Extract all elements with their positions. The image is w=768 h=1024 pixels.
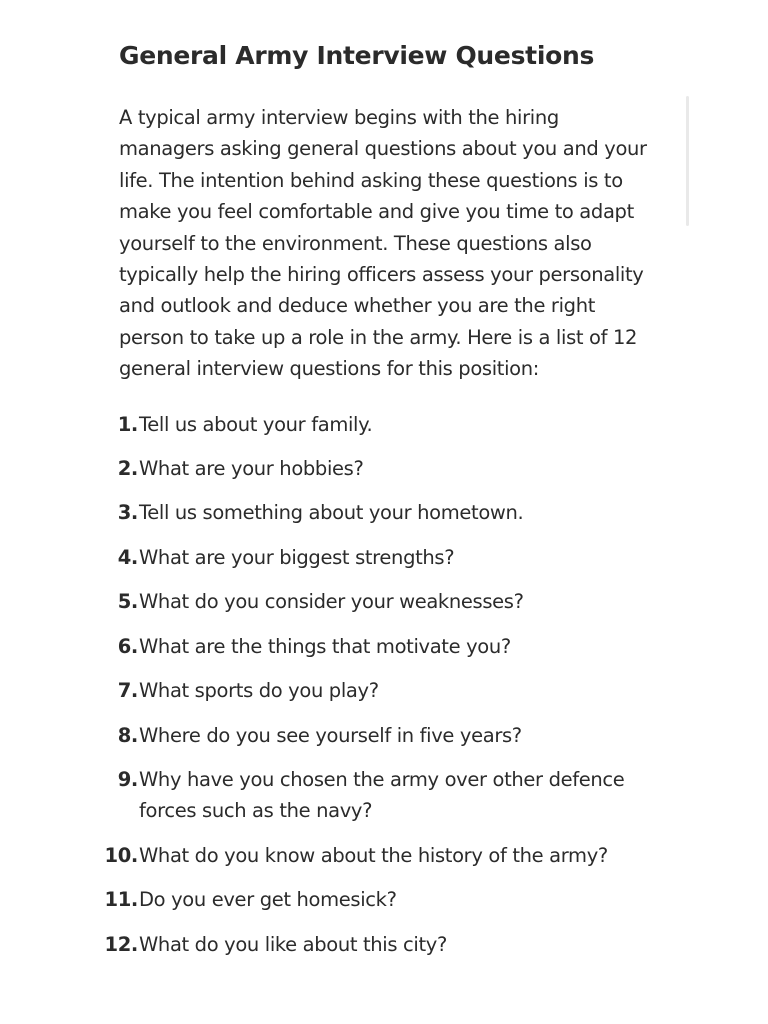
question-text: What are your biggest strengths? bbox=[139, 545, 455, 569]
question-number: 12. bbox=[104, 932, 138, 956]
article bbox=[104, 38, 664, 973]
question-number: 11. bbox=[104, 888, 138, 912]
question-item bbox=[104, 884, 664, 915]
question-item bbox=[119, 764, 664, 827]
question-text: What do you like about this city? bbox=[139, 932, 447, 956]
question-number: 4. bbox=[117, 545, 138, 569]
question-item bbox=[119, 631, 664, 662]
question-number: 10. bbox=[104, 843, 138, 867]
question-item bbox=[119, 586, 664, 617]
question-item bbox=[104, 840, 664, 871]
question-item bbox=[119, 409, 664, 440]
question-item bbox=[119, 497, 664, 528]
question-number: 1. bbox=[117, 412, 138, 436]
question-text: Where do you see yourself in five years? bbox=[139, 723, 522, 747]
question-number: 5. bbox=[117, 590, 138, 614]
question-text: What do you consider your weaknesses? bbox=[139, 590, 524, 614]
question-text: What sports do you play? bbox=[139, 679, 379, 703]
question-item bbox=[119, 720, 664, 751]
question-item bbox=[119, 675, 664, 706]
question-number: 7. bbox=[117, 679, 138, 703]
question-list bbox=[104, 409, 664, 960]
question-text: Do you ever get homesick? bbox=[139, 888, 397, 912]
intro-paragraph: A typical army interview begins with the hiring managers asking general questions about you and your life. The intention behind asking these questions is to make you feel comfortable and give you time to adapt yourself to the environment. These questions also typically help the hiring officers assess your personality and outlook and deduce whether you are the right person to take up a role in the army. Here is a list of 12 general interview questions for this position: bbox=[119, 106, 647, 381]
question-text: What do you know about the history of the army? bbox=[139, 843, 608, 867]
question-item bbox=[104, 929, 664, 960]
question-number: 9. bbox=[117, 767, 138, 791]
scrollbar-thumb[interactable] bbox=[686, 96, 689, 226]
question-text: What are your hobbies? bbox=[139, 457, 364, 481]
question-text: Why have you chosen the army over other defence forces such as the navy? bbox=[139, 767, 625, 823]
question-number: 2. bbox=[117, 457, 138, 481]
question-item bbox=[119, 453, 664, 484]
question-text: Tell us something about your hometown. bbox=[139, 501, 524, 525]
question-number: 8. bbox=[117, 723, 138, 747]
question-number: 3. bbox=[117, 501, 138, 525]
section-heading: General Army Interview Questions bbox=[119, 41, 595, 70]
question-item bbox=[119, 542, 664, 573]
question-text: What are the things that motivate you? bbox=[139, 634, 511, 658]
question-number: 6. bbox=[117, 634, 138, 658]
question-text: Tell us about your family. bbox=[139, 412, 373, 436]
